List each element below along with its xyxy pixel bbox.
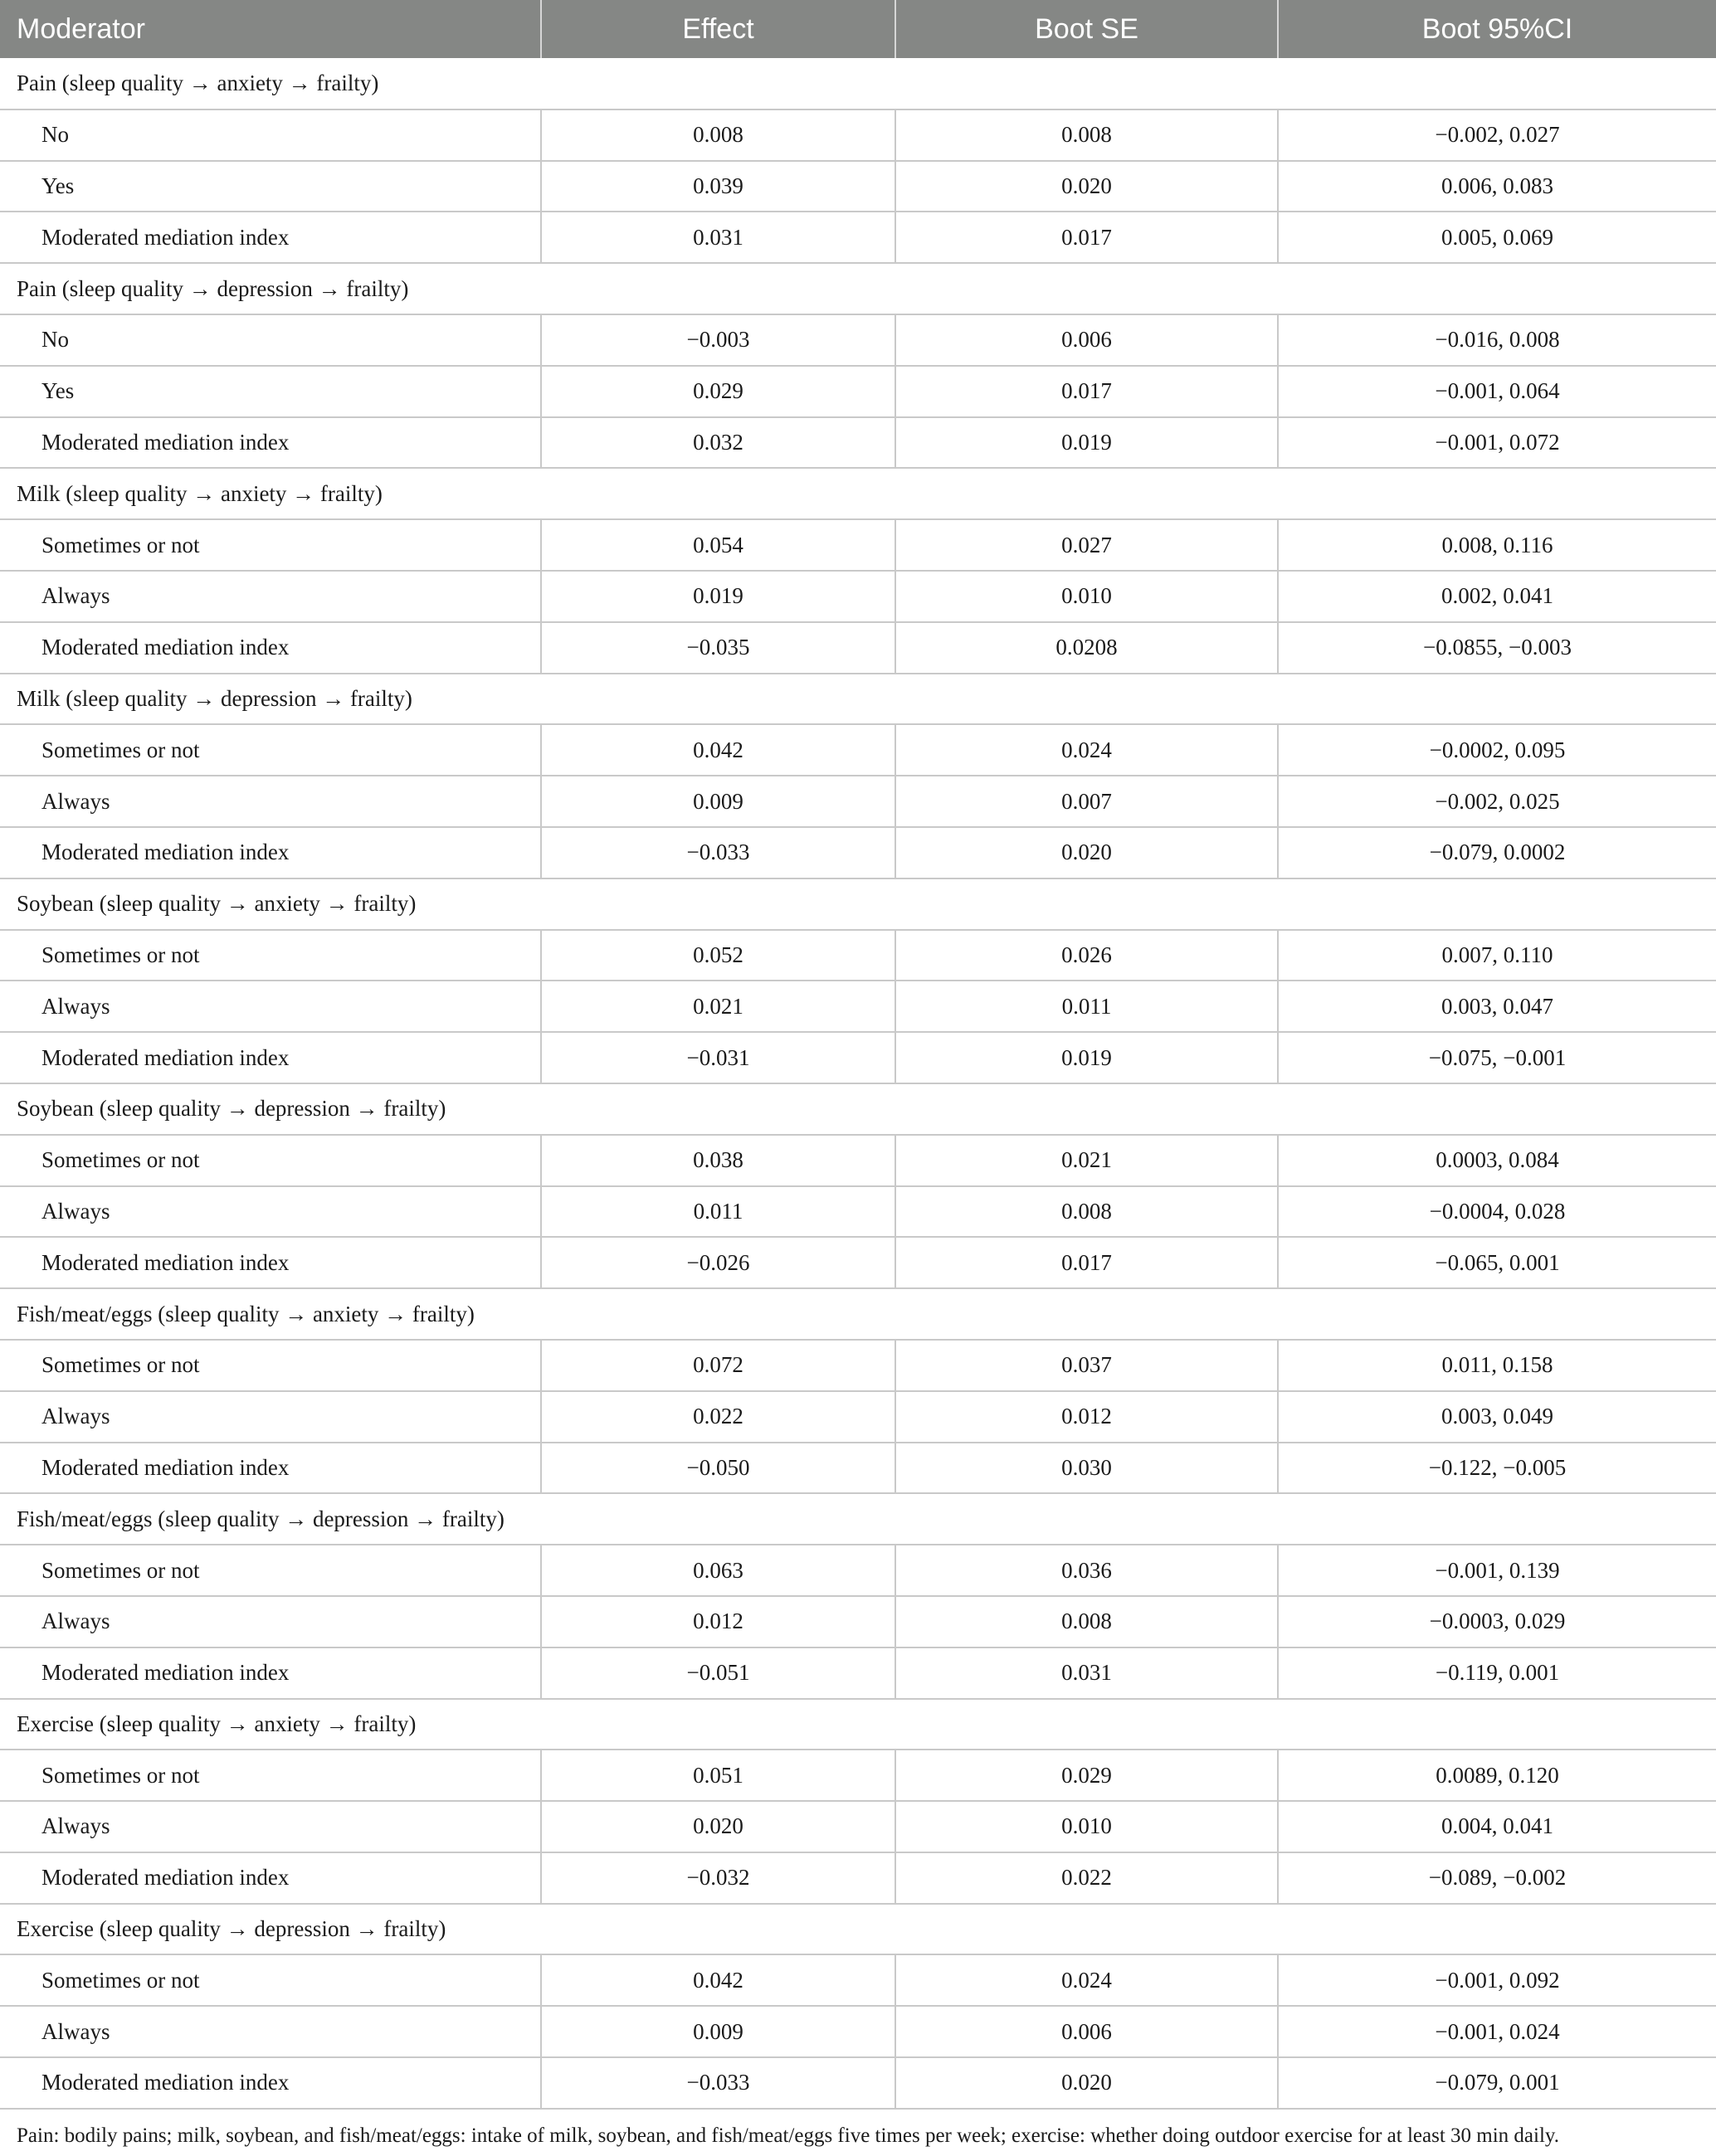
row-label: Sometimes or not (0, 1954, 541, 2006)
boot-ci-cell: 0.006, 0.083 (1278, 161, 1716, 212)
effect-cell: 0.054 (541, 519, 895, 571)
boot-ci-cell: −0.0003, 0.029 (1278, 1596, 1716, 1647)
group-title: Fish/meat/eggs (sleep quality → anxiety → frailty) (0, 1288, 1716, 1340)
table-row (0, 1852, 1716, 1904)
effect-cell: 0.021 (541, 981, 895, 1032)
group-title: Milk (sleep quality → depression → frailty) (0, 674, 1716, 725)
boot-se-cell: 0.011 (895, 981, 1278, 1032)
boot-ci-cell: 0.004, 0.041 (1278, 1801, 1716, 1852)
effect-cell: −0.031 (541, 1032, 895, 1083)
group-header-row (0, 1699, 1716, 1750)
table-row (0, 417, 1716, 469)
boot-ci-cell: 0.011, 0.158 (1278, 1340, 1716, 1391)
group-title: Pain (sleep quality → anxiety → frailty) (0, 58, 1716, 110)
boot-ci-cell: 0.003, 0.047 (1278, 981, 1716, 1032)
group-header-row (0, 878, 1716, 930)
boot-se-cell: 0.007 (895, 776, 1278, 827)
table-row (0, 827, 1716, 878)
boot-ci-cell: −0.075, −0.001 (1278, 1032, 1716, 1083)
boot-se-cell: 0.010 (895, 571, 1278, 622)
table-row (0, 2006, 1716, 2057)
boot-ci-cell: −0.065, 0.001 (1278, 1237, 1716, 1288)
table-body (0, 58, 1716, 2109)
effect-cell: 0.029 (541, 366, 895, 417)
boot-ci-cell: −0.0855, −0.003 (1278, 622, 1716, 674)
row-label: No (0, 314, 541, 366)
boot-ci-cell: 0.003, 0.049 (1278, 1391, 1716, 1443)
row-label: Always (0, 2006, 541, 2057)
group-header-row (0, 1083, 1716, 1135)
boot-ci-cell: −0.122, −0.005 (1278, 1443, 1716, 1494)
table-row (0, 724, 1716, 776)
table-row (0, 1443, 1716, 1494)
row-label: Moderated mediation index (0, 417, 541, 469)
table-footnote: Pain: bodily pains; milk, soybean, and fish/meat/eggs: intake of milk, soybean, and fish/meat/eggs five times per week; exercise: whether doing outdoor exercise for at least 30 min daily. (17, 2124, 1560, 2147)
effect-cell: −0.032 (541, 1852, 895, 1904)
table-header (0, 0, 1716, 58)
header-boot-ci: Boot 95%CI (1278, 0, 1716, 58)
boot-se-cell: 0.026 (895, 930, 1278, 981)
row-label: No (0, 110, 541, 161)
boot-ci-cell: −0.002, 0.025 (1278, 776, 1716, 827)
effect-cell: 0.042 (541, 1954, 895, 2006)
row-label: Always (0, 571, 541, 622)
group-title: Fish/meat/eggs (sleep quality → depression → frailty) (0, 1493, 1716, 1545)
effect-cell: 0.072 (541, 1340, 895, 1391)
boot-se-cell: 0.022 (895, 1852, 1278, 1904)
effect-cell: 0.008 (541, 110, 895, 161)
effect-cell: 0.031 (541, 212, 895, 263)
group-title: Soybean (sleep quality → anxiety → frailty) (0, 878, 1716, 930)
boot-se-cell: 0.027 (895, 519, 1278, 571)
boot-se-cell: 0.0208 (895, 622, 1278, 674)
boot-ci-cell: 0.002, 0.041 (1278, 571, 1716, 622)
group-header-row (0, 1288, 1716, 1340)
group-title: Soybean (sleep quality → depression → frailty) (0, 1083, 1716, 1135)
effect-cell: −0.051 (541, 1647, 895, 1699)
boot-ci-cell: −0.002, 0.027 (1278, 110, 1716, 161)
row-label: Yes (0, 161, 541, 212)
boot-se-cell: 0.006 (895, 2006, 1278, 2057)
boot-se-cell: 0.008 (895, 110, 1278, 161)
boot-ci-cell: 0.008, 0.116 (1278, 519, 1716, 571)
row-label: Always (0, 1391, 541, 1443)
boot-se-cell: 0.019 (895, 1032, 1278, 1083)
group-title: Exercise (sleep quality → depression → frailty) (0, 1904, 1716, 1955)
boot-ci-cell: 0.0003, 0.084 (1278, 1135, 1716, 1186)
effect-cell: −0.003 (541, 314, 895, 366)
boot-ci-cell: −0.001, 0.024 (1278, 2006, 1716, 2057)
effect-cell: 0.063 (541, 1545, 895, 1596)
table-row (0, 1801, 1716, 1852)
boot-se-cell: 0.036 (895, 1545, 1278, 1596)
boot-ci-cell: −0.001, 0.139 (1278, 1545, 1716, 1596)
boot-se-cell: 0.012 (895, 1391, 1278, 1443)
boot-se-cell: 0.029 (895, 1750, 1278, 1801)
boot-ci-cell: −0.0002, 0.095 (1278, 724, 1716, 776)
table-row (0, 161, 1716, 212)
boot-ci-cell: −0.001, 0.092 (1278, 1954, 1716, 2006)
row-label: Sometimes or not (0, 724, 541, 776)
row-label: Moderated mediation index (0, 1032, 541, 1083)
boot-ci-cell: −0.001, 0.072 (1278, 417, 1716, 469)
effect-cell: 0.032 (541, 417, 895, 469)
group-header-row (0, 1493, 1716, 1545)
group-header-row (0, 58, 1716, 110)
row-label: Sometimes or not (0, 1340, 541, 1391)
header-boot-se: Boot SE (895, 0, 1278, 58)
effect-cell: −0.026 (541, 1237, 895, 1288)
boot-se-cell: 0.017 (895, 212, 1278, 263)
effect-cell: −0.035 (541, 622, 895, 674)
boot-ci-cell: −0.001, 0.064 (1278, 366, 1716, 417)
row-label: Moderated mediation index (0, 1443, 541, 1494)
effect-cell: 0.019 (541, 571, 895, 622)
row-label: Always (0, 1596, 541, 1647)
row-label: Moderated mediation index (0, 827, 541, 878)
table-row (0, 1237, 1716, 1288)
row-label: Always (0, 1186, 541, 1238)
boot-se-cell: 0.037 (895, 1340, 1278, 1391)
table-row (0, 776, 1716, 827)
table-row (0, 981, 1716, 1032)
boot-se-cell: 0.021 (895, 1135, 1278, 1186)
table-row (0, 519, 1716, 571)
group-header-row (0, 674, 1716, 725)
boot-ci-cell: −0.119, 0.001 (1278, 1647, 1716, 1699)
effect-cell: −0.050 (541, 1443, 895, 1494)
boot-se-cell: 0.006 (895, 314, 1278, 366)
boot-ci-cell: −0.016, 0.008 (1278, 314, 1716, 366)
row-label: Always (0, 776, 541, 827)
table-row (0, 1391, 1716, 1443)
table-row (0, 1954, 1716, 2006)
row-label: Sometimes or not (0, 1750, 541, 1801)
boot-se-cell: 0.017 (895, 366, 1278, 417)
row-label: Moderated mediation index (0, 2057, 541, 2109)
boot-ci-cell: −0.089, −0.002 (1278, 1852, 1716, 1904)
boot-se-cell: 0.020 (895, 2057, 1278, 2109)
effect-cell: 0.020 (541, 1801, 895, 1852)
row-label: Always (0, 1801, 541, 1852)
row-label: Moderated mediation index (0, 622, 541, 674)
row-label: Sometimes or not (0, 1545, 541, 1596)
group-header-row (0, 263, 1716, 314)
table-row (0, 314, 1716, 366)
effect-cell: −0.033 (541, 827, 895, 878)
boot-se-cell: 0.017 (895, 1237, 1278, 1288)
table-row (0, 1596, 1716, 1647)
header-effect: Effect (541, 0, 895, 58)
group-title: Pain (sleep quality → depression → frailty) (0, 263, 1716, 314)
group-header-row (0, 1904, 1716, 1955)
boot-se-cell: 0.008 (895, 1186, 1278, 1238)
boot-ci-cell: −0.079, 0.0002 (1278, 827, 1716, 878)
table-row (0, 1750, 1716, 1801)
table-row (0, 1545, 1716, 1596)
boot-se-cell: 0.008 (895, 1596, 1278, 1647)
table-row (0, 622, 1716, 674)
table-row (0, 1135, 1716, 1186)
boot-se-cell: 0.020 (895, 827, 1278, 878)
effect-cell: 0.011 (541, 1186, 895, 1238)
effect-cell: 0.009 (541, 2006, 895, 2057)
table-row (0, 571, 1716, 622)
row-label: Moderated mediation index (0, 1237, 541, 1288)
table-row (0, 1340, 1716, 1391)
row-label: Sometimes or not (0, 519, 541, 571)
effect-cell: 0.039 (541, 161, 895, 212)
group-header-row (0, 468, 1716, 519)
row-label: Yes (0, 366, 541, 417)
row-label: Moderated mediation index (0, 1852, 541, 1904)
effect-cell: 0.009 (541, 776, 895, 827)
boot-se-cell: 0.019 (895, 417, 1278, 469)
boot-se-cell: 0.024 (895, 1954, 1278, 2006)
header-row (0, 0, 1716, 58)
table-row (0, 930, 1716, 981)
table-row (0, 110, 1716, 161)
boot-se-cell: 0.024 (895, 724, 1278, 776)
group-title: Milk (sleep quality → anxiety → frailty) (0, 468, 1716, 519)
table-row (0, 212, 1716, 263)
boot-ci-cell: 0.005, 0.069 (1278, 212, 1716, 263)
effect-cell: 0.042 (541, 724, 895, 776)
row-label: Sometimes or not (0, 1135, 541, 1186)
table-row (0, 366, 1716, 417)
boot-ci-cell: −0.0004, 0.028 (1278, 1186, 1716, 1238)
effect-cell: 0.022 (541, 1391, 895, 1443)
boot-se-cell: 0.010 (895, 1801, 1278, 1852)
boot-ci-cell: −0.079, 0.001 (1278, 2057, 1716, 2109)
boot-ci-cell: 0.0089, 0.120 (1278, 1750, 1716, 1801)
row-label: Sometimes or not (0, 930, 541, 981)
effect-cell: 0.012 (541, 1596, 895, 1647)
boot-se-cell: 0.020 (895, 161, 1278, 212)
effect-cell: 0.052 (541, 930, 895, 981)
row-label: Moderated mediation index (0, 1647, 541, 1699)
header-moderator: Moderator (0, 0, 541, 58)
effect-cell: 0.038 (541, 1135, 895, 1186)
row-label: Moderated mediation index (0, 212, 541, 263)
table-row (0, 1032, 1716, 1083)
table-row (0, 2057, 1716, 2109)
boot-se-cell: 0.031 (895, 1647, 1278, 1699)
group-title: Exercise (sleep quality → anxiety → frailty) (0, 1699, 1716, 1750)
row-label: Always (0, 981, 541, 1032)
effect-cell: 0.051 (541, 1750, 895, 1801)
boot-ci-cell: 0.007, 0.110 (1278, 930, 1716, 981)
effect-cell: −0.033 (541, 2057, 895, 2109)
table-row (0, 1647, 1716, 1699)
table-row (0, 1186, 1716, 1238)
boot-se-cell: 0.030 (895, 1443, 1278, 1494)
